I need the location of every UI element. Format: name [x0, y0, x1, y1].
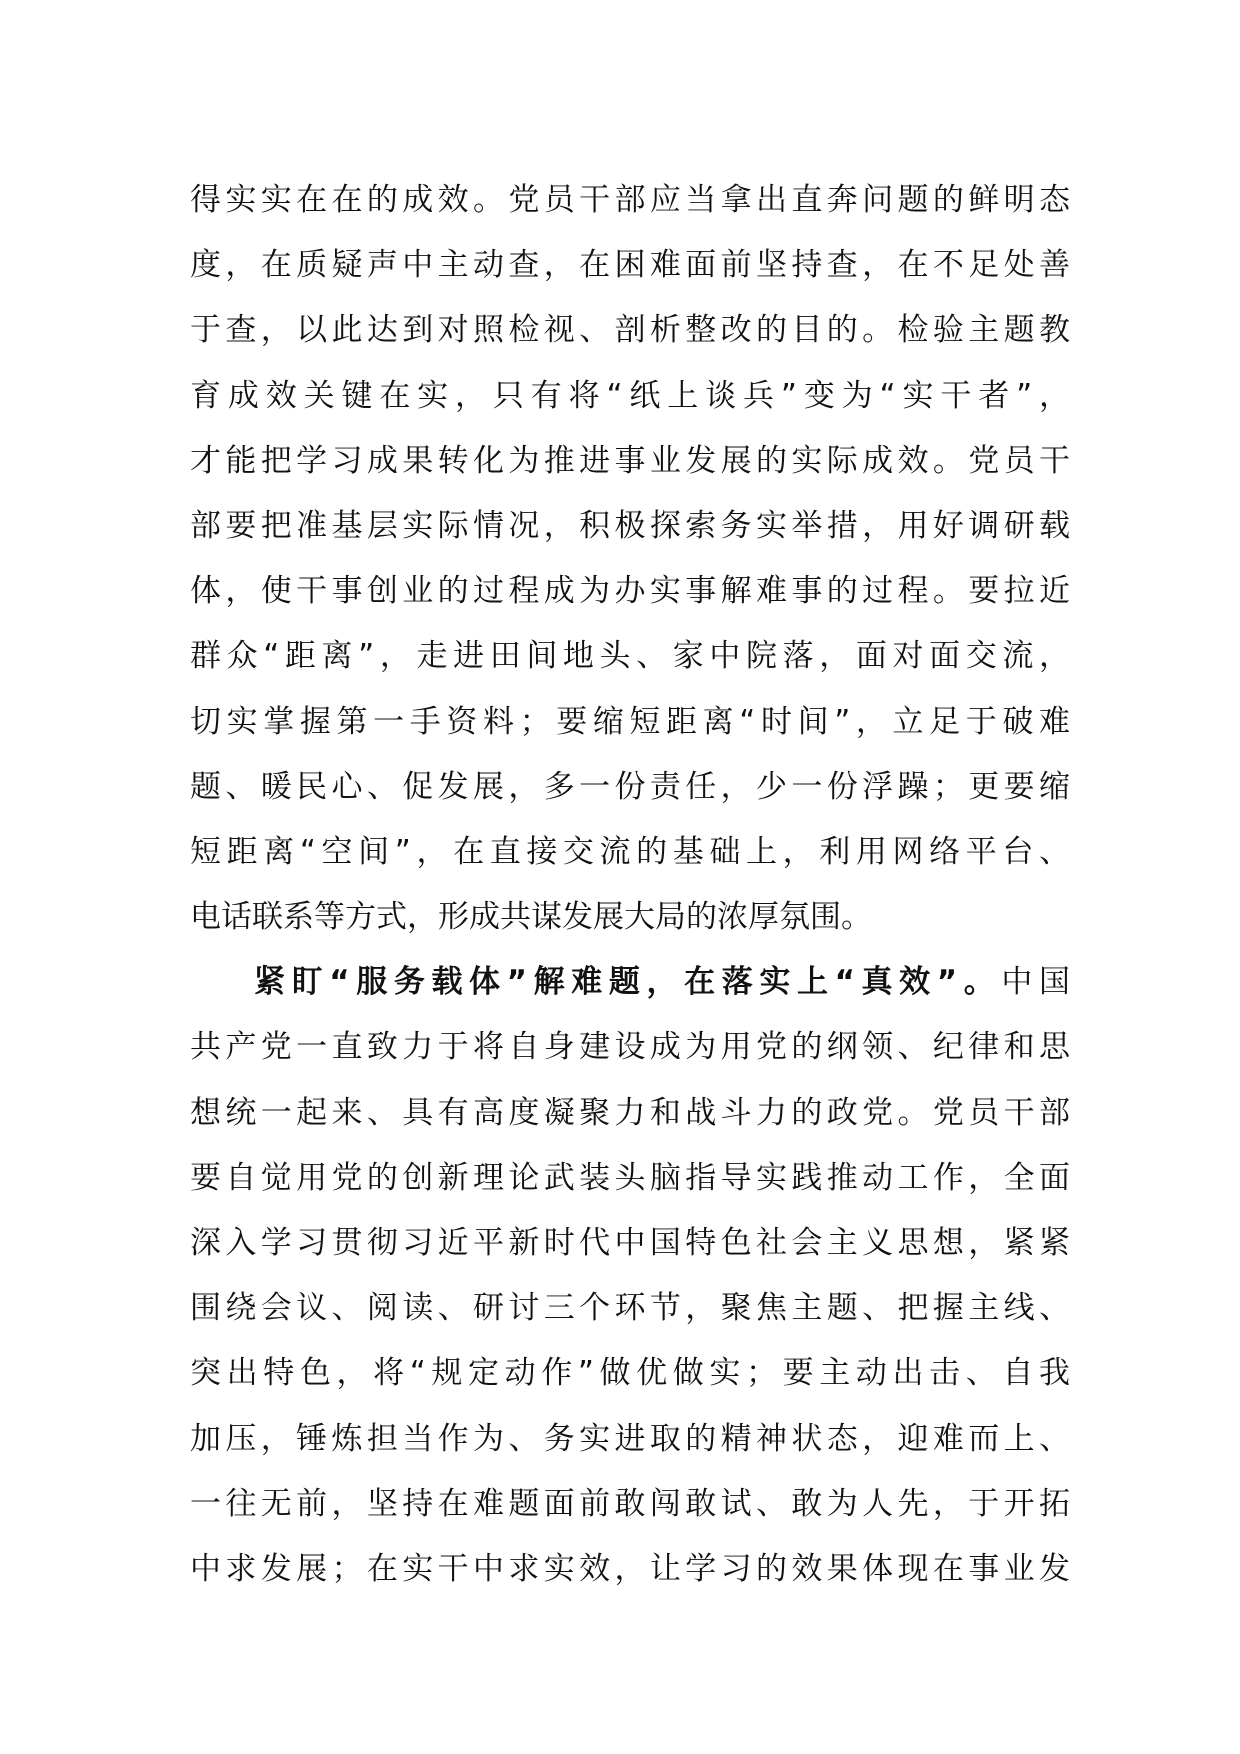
paragraph-2-line-10: 中求发展；在实干中求实效，让学习的效果体现在事业发: [190, 1550, 1070, 1587]
paragraph-1-line-10: 题、暖民心、促发展，多一份责任，少一份浮躁；更要缩: [190, 768, 1070, 805]
paragraph-1-line-4: 育成效关键在实，只有将“纸上谈兵”变为“实干者”，: [190, 377, 1070, 414]
paragraph-1-line-12: 电话联系等方式，形成共谋发展大局的浓厚氛围。: [190, 899, 872, 936]
body-text: [190, 168, 1070, 1602]
paragraph-2-heading: 紧盯“服务载体”解难题，在落实上“真效”。: [254, 964, 1002, 1001]
paragraph-2-first-line: [190, 950, 1070, 1015]
paragraph-1-line-7: 体，使干事创业的过程成为办实事解难事的过程。要拉近: [190, 573, 1070, 610]
paragraph-2-line-2: 共产党一直致力于将自身建设成为用党的纲领、纪律和思: [190, 1029, 1070, 1066]
paragraph-1-line-1: 得实实在在的成效。党员干部应当拿出直奔问题的鲜明态: [190, 182, 1070, 218]
paragraph-1-line-3: 于查，以此达到对照检视、剖析整改的目的。检验主题教: [190, 312, 1070, 349]
paragraph-1-line-2: 度，在质疑声中主动查，在困难面前坚持查，在不足处善: [190, 247, 1070, 284]
paragraph-2-line-4: 要自觉用党的创新理论武装头脑指导实践推动工作，全面: [190, 1159, 1070, 1196]
paragraph-1-line-8: 群众“距离”，走进田间地头、家中院落，面对面交流，: [190, 638, 1070, 675]
paragraph-2-line-3: 想统一起来、具有高度凝聚力和战斗力的政党。党员干部: [190, 1094, 1070, 1131]
paragraph-1-line-11: 短距离“空间”，在直接交流的基础上，利用网络平台、: [190, 833, 1070, 870]
paragraph-2-line-7: 突出特色，将“规定动作”做优做实；要主动出击、自我: [190, 1355, 1070, 1392]
paragraph-2-first-line-rest: 中国: [1001, 964, 1071, 1001]
paragraph-2-line-6: 围绕会议、阅读、研讨三个环节，聚焦主题、把握主线、: [190, 1290, 1070, 1327]
paragraph-1-line-9: 切实掌握第一手资料；要缩短距离“时间”，立足于破难: [190, 703, 1070, 740]
paragraph-2-line-9: 一往无前，坚持在难题面前敢闯敢试、敢为人先，于开拓: [190, 1485, 1070, 1522]
paragraph-2-line-5: 深入学习贯彻习近平新时代中国特色社会主义思想，紧紧: [190, 1225, 1070, 1261]
paragraph-1-line-6: 部要把准基层实际情况，积极探索务实举措，用好调研载: [190, 507, 1070, 544]
paragraph-2-line-8: 加压，锤炼担当作为、务实进取的精神状态，迎难而上、: [190, 1420, 1070, 1457]
paragraph-1-line-5: 才能把学习成果转化为推进事业发展的实际成效。党员干: [190, 442, 1070, 479]
